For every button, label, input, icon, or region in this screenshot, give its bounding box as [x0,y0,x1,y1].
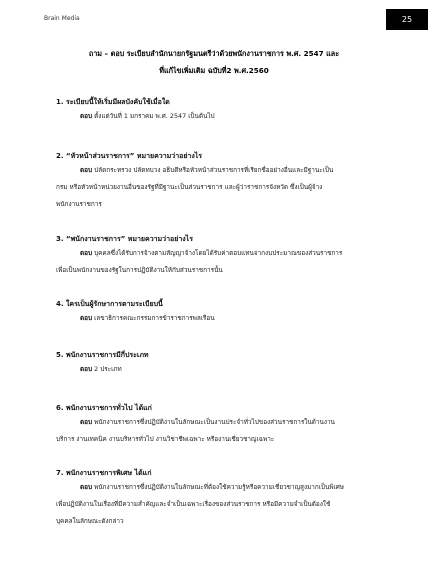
answer-6-line-1: พนักงานราชการซึ่งปฏิบัติงานในลักษณะเป็นงานประจำทั่วไปของส่วนราชการในด้านงาน [94,418,335,426]
answer-label: ตอบ [80,112,93,120]
answer-label: ตอบ [80,166,93,174]
qa-item-4 [56,298,386,327]
qa-item-7 [56,467,386,530]
answer-7 [56,479,386,496]
header-brand: Brain Media [44,15,80,22]
question-3: 3. “พนักงานราชการ” หมายความว่าอย่างไร [56,235,193,243]
document-title [44,45,384,79]
answer-3-line-1: บุคคลซึ่งได้รับการจ้างตามสัญญาจ้างโดยได้รับค่าตอบแทนจากงบประมาณของส่วนราชการ [94,249,343,257]
answer-3-line-2: เพื่อเป็นพนักงานของรัฐในการปฏิบัติงานให้กับส่วนราชการนั้น [56,266,223,274]
answer-4 [56,310,386,327]
question-5: 5. พนักงานราชการมีกี่ประเภท [56,351,149,359]
answer-6 [56,414,386,431]
answer-label: ตอบ [80,249,93,257]
answer-5 [56,361,386,378]
answer-2-line-3: พนักงานราชการ [56,200,102,208]
answer-1-text: ตั้งแต่วันที่ 1 มกราคม พ.ศ. 2547 เป็นต้นไป [94,112,215,120]
answer-5-text: 2 ประเภท [94,365,122,373]
qa-item-5 [56,349,386,378]
question-6: 6. พนักงานราชการทั่วไป ได้แก่ [56,404,152,412]
answer-4-text: เลขาธิการคณะกรรมการข้าราชการพลเรือน [94,314,215,322]
page-number: 25 [401,15,413,24]
answer-1 [56,108,386,125]
answer-label: ตอบ [80,365,93,373]
page-number-box [386,9,428,30]
answer-2 [56,162,386,179]
qa-item-6 [56,402,386,448]
question-2: 2. “หัวหน้าส่วนราชการ” หมายความว่าอย่างไร [56,152,203,160]
title-line-1: ถาม – ตอบ ระเบียบสำนักนายกรัฐมนตรีว่าด้วยพนักงานราชการ พ.ศ. 2547 และ [88,49,340,58]
qa-item-1 [56,96,386,125]
answer-label: ตอบ [80,483,93,491]
answer-6-line-2: บริการ งานเทคนิค งานบริหารทั่วไป งานวิชาชีพเฉพาะ หรืองานเชี่ยวชาญเฉพาะ [56,435,275,443]
qa-item-3 [56,233,386,279]
answer-7-line-2: เพื่อปฏิบัติงานในเรื่องที่มีความสำคัญและจำเป็นเฉพาะเรื่องของส่วนราชการ หรือมีความจำเป็นต้องใช้ [56,500,331,508]
answer-7-line-3: บุคคลในลักษณะดังกล่าว [56,517,124,525]
answer-7-line-1: พนักงานราชการซึ่งปฏิบัติงานในลักษณะที่ต้องใช้ความรู้หรือความเชี่ยวชาญสูงมากเป็นพิเศษ [94,483,345,491]
answer-3 [56,245,386,262]
answer-2-line-2: กรม หรือหัวหน้าหน่วยงานอื่นของรัฐที่มีฐานะเป็นส่วนราชการ และผู้ว่าราชการจังหวัด ซึ่งเป็นผู้จ้าง [56,183,323,191]
answer-2-line-1: ปลัดกระทรวง ปลัดทบวง อธิบดีหรือหัวหน้าส่วนราชการที่เรียกชื่ออย่างอื่นและมีฐานะเป็น [94,166,334,174]
question-4: 4. ใครเป็นผู้รักษาการตามระเบียบนี้ [56,300,163,308]
question-1: 1. ระเบียบนี้ให้เริ่มมีผลบังคับใช้เมื่อใด [56,98,170,106]
question-7: 7. พนักงานราชการพิเศษ ได้แก่ [56,469,152,477]
qa-item-2 [56,150,386,213]
title-line-2: ที่แก้ไขเพิ่มเติม ฉบับที่2 พ.ศ.2560 [159,66,269,75]
answer-label: ตอบ [80,314,93,322]
answer-label: ตอบ [80,418,93,426]
